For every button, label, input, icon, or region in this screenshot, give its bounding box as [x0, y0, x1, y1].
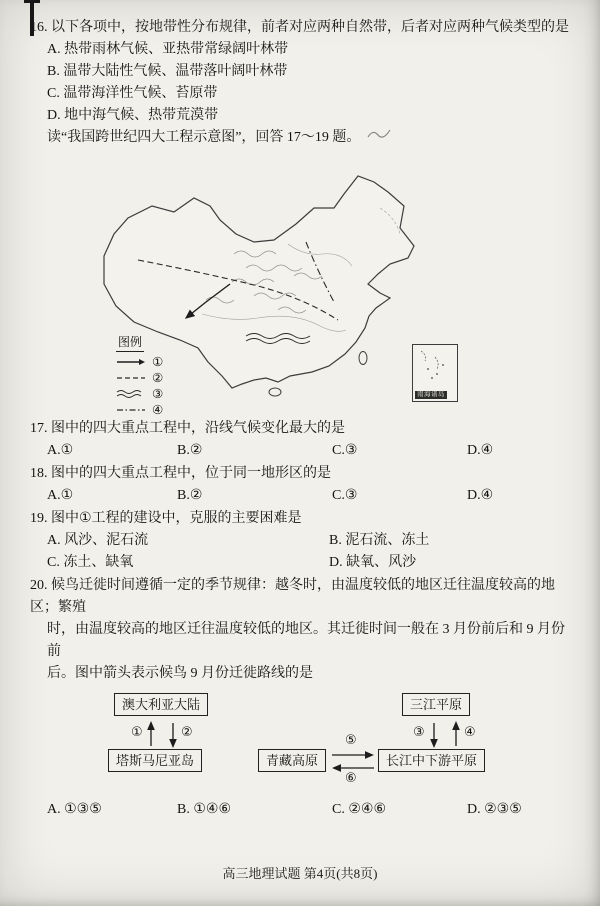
arrow-label-1: ① — [131, 725, 143, 741]
legend-label-1: ① — [152, 354, 164, 370]
inset-label: 南海诸岛 — [417, 391, 445, 399]
arrow-label-6: ⑥ — [345, 771, 357, 787]
map-intro — [30, 127, 578, 149]
box-qingzang-plateau: 青藏高原 — [258, 749, 326, 772]
legend-item-1 — [116, 354, 163, 370]
legend-label-3: ③ — [152, 386, 164, 402]
legend-item-3 — [116, 386, 163, 402]
china-map-figure — [82, 152, 542, 418]
map-intro-text: 读“我国跨世纪四大工程示意图”，回答 17～19 题。 — [47, 130, 361, 146]
q17-option-d: D.④ — [467, 443, 494, 459]
legend-title: 图例 — [116, 334, 144, 352]
scan-corner-mark-top — [24, 0, 40, 3]
page-footer: 高三地理试题 第4页(共8页) — [222, 866, 378, 881]
q20-stem-line3: 后。图中箭头表示候鸟 9 月份迁徙路线的是 — [47, 666, 313, 682]
map-legend — [116, 334, 163, 418]
legend-line-wavy-icon — [116, 389, 146, 399]
q16-options — [30, 39, 578, 127]
legend-label-2: ② — [152, 370, 164, 386]
box-australia: 澳大利亚大陆 — [114, 693, 208, 716]
arrow-label-4: ④ — [464, 725, 476, 741]
legend-line-dashed-icon — [116, 374, 146, 382]
q17-options — [30, 440, 578, 462]
q19-option-c: C. 冻土、缺氧 — [47, 555, 134, 571]
q16-stem: 16. 以下各项中，按地带性分布规律，前者对应两种自然带，后者对应两种气候类型的是 — [30, 20, 569, 35]
box-tasmania: 塔斯马尼亚岛 — [108, 749, 202, 772]
q18-option-a: A.① — [47, 488, 74, 504]
q16-option-a: A. 热带雨林气候、亚热带常绿阔叶林带 — [47, 42, 289, 57]
q20-stem-line2: 时，由温度较高的地区迁往温度较低的地区。其迁徙时间一般在 3 月份前后和 9 月份前 — [47, 622, 565, 660]
arrow-label-5: ⑤ — [345, 733, 357, 749]
arrow-label-2: ② — [181, 725, 193, 741]
legend-item-2 — [116, 370, 163, 386]
question-20 — [30, 575, 578, 821]
legend-line-solid-icon — [116, 358, 146, 366]
box-sanjiang-plain: 三江平原 — [402, 693, 470, 716]
q19-options-row2 — [30, 552, 578, 574]
box-yangtze-plain: 长江中下游平原 — [378, 749, 485, 772]
q17-stem: 17. 图中的四大重点工程中，沿线气候变化最大的是 — [30, 421, 345, 437]
q16-option-d: D. 地中海气候、热带荒漠带 — [47, 108, 219, 123]
q20-option-c: C. ②④⑥ — [332, 802, 386, 818]
q20-option-a: A. ①③⑤ — [47, 802, 102, 818]
q16-option-c: C. 温带海洋性气候、苔原带 — [47, 86, 218, 101]
q18-option-d: D.④ — [467, 488, 494, 504]
legend-label-4: ④ — [152, 402, 164, 418]
q17-option-b: B.② — [177, 443, 203, 459]
inset-islands — [413, 345, 457, 389]
q20-option-b: B. ①④⑥ — [177, 802, 231, 818]
question-17 — [30, 418, 578, 462]
q18-option-c: C.③ — [332, 488, 358, 504]
q19-option-b: B. 泥石流、冻土 — [329, 533, 430, 549]
page-content — [30, 16, 578, 821]
q18-options — [30, 485, 578, 507]
arrow-label-3: ③ — [413, 725, 425, 741]
q16-option-b: B. 温带大陆性气候、温带落叶阔叶林带 — [47, 64, 288, 79]
south-china-sea-inset — [412, 344, 458, 402]
q18-option-b: B.② — [177, 488, 203, 504]
legend-item-4 — [116, 402, 163, 418]
q19-stem: 19. 图中①工程的建设中，克服的主要困难是 — [30, 511, 302, 527]
q20-stem-line1: 20. 候鸟迁徙时间遵循一定的季节规律：越冬时，由温度较低的地区迁往温度较高的地区；繁殖 — [30, 578, 555, 616]
hainan-island — [269, 388, 281, 396]
q19-option-d: D. 缺氧、风沙 — [329, 555, 417, 571]
q18-stem: 18. 图中的四大重点工程中，位于同一地形区的是 — [30, 466, 331, 482]
question-19 — [30, 508, 578, 574]
q17-option-a: A.① — [47, 443, 74, 459]
question-18 — [30, 463, 578, 507]
legend-line-dashdot-icon — [116, 406, 146, 414]
migration-arrows — [30, 693, 578, 789]
q17-option-c: C.③ — [332, 443, 358, 459]
pen-mark — [366, 127, 392, 149]
taiwan-island — [359, 352, 367, 365]
migration-diagram — [30, 693, 578, 789]
q20-options — [30, 799, 578, 821]
question-16 — [30, 17, 578, 127]
q20-option-d: D. ②③⑤ — [467, 802, 522, 818]
q19-options-row1 — [30, 530, 578, 552]
q19-option-a: A. 风沙、泥石流 — [47, 533, 149, 549]
